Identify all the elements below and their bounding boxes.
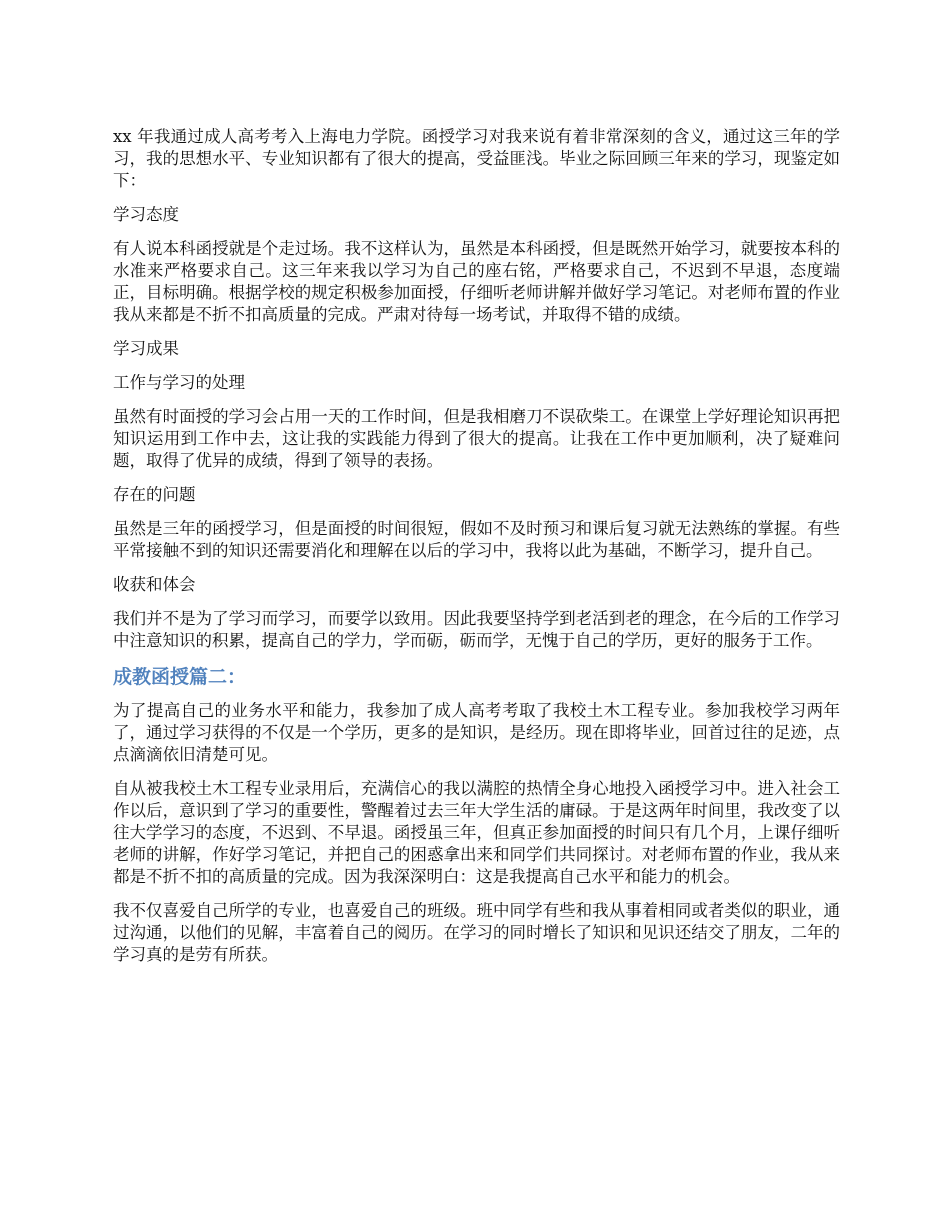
part2-paragraph: 为了提高自己的业务水平和能力，我参加了成人高考考取了我校土木工程专业。参加我校学习两年了，通过学习获得的不仅是一个学历，更多的是知识，是经历。现在即将毕业，回首过往的足迹，点点滴滴依旧清楚可见。 [113,701,840,764]
intro-paragraph: xx 年我通过成人高考考入上海电力学院。函授学习对我来说有着非常深刻的含义，通过这三年的学习，我的思想水平、专业知识都有了很大的提高，受益匪浅。毕业之际回顾三年来的学习，现鉴定如下： [113,127,840,190]
heading-gains: 收获和体会 [113,575,196,594]
part2-paragraph: 我不仅喜爱自己所学的专业，也喜爱自己的班级。班中同学有些和我从事着相同或者类似的职业，通过沟通，以他们的见解，丰富着自己的阅历。在学习的同时增长了知识和见识还结交了朋友，二年的学习真的是劳有所获。 [113,901,840,964]
paragraph-attitude: 有人说本科函授就是个走过场。我不这样认为，虽然是本科函授，但是既然开始学习，就要按本科的水准来严格要求自己。这三年来我以学习为自己的座右铭，严格要求自己，不迟到不早退，态度端正，目标明确。根据学校的规定积极参加面授，仔细听老师讲解并做好学习笔记。对老师布置的作业我从来都是不折不扣高质量的完成。严肃对待每一场考试，并取得不错的成绩。 [113,239,840,324]
heading-attitude: 学习态度 [113,205,179,224]
part2-title: 成教函授篇二： [113,666,247,688]
document-page [113,126,840,978]
paragraph-gains: 我们并不是为了学习而学习，而要学以致用。因此我要坚持学到老活到老的理念，在今后的工作学习中注意知识的积累，提高自己的学力，学而砺，砺而学，无愧于自己的学历，更好的服务于工作。 [113,609,840,650]
heading-problems: 存在的问题 [113,485,196,504]
paragraph-problems: 虽然是三年的函授学习，但是面授的时间很短，假如不及时预习和课后复习就无法熟练的掌握。有些平常接触不到的知识还需要消化和理解在以后的学习中，我将以此为基础，不断学习，提升自己。 [113,519,840,560]
heading-work-study: 工作与学习的处理 [113,373,245,392]
part2-paragraph: 自从被我校土木工程专业录用后，充满信心的我以满腔的热情全身心地投入函授学习中。进入社会工作以后，意识到了学习的重要性，警醒着过去三年大学生活的庸碌。于是这两年时间里，我改变了以往大学学习的态度，不迟到、不早退。函授虽三年，但真正参加面授的时间只有几个月，上课仔细听老师的讲解，作好学习笔记，并把自己的困惑拿出来和同学们共同探讨。对老师布置的作业，我从来都是不折不扣的高质量的完成。因为我深深明白：这是我提高自己水平和能力的机会。 [113,779,840,886]
paragraph-work-study: 虽然有时面授的学习会占用一天的工作时间，但是我相磨刀不误砍柴工。在课堂上学好理论知识再把知识运用到工作中去，这让我的实践能力得到了很大的提高。让我在工作中更加顺利，决了疑难问题，取得了优异的成绩，得到了领导的表扬。 [113,407,840,470]
heading-results: 学习成果 [113,339,179,358]
